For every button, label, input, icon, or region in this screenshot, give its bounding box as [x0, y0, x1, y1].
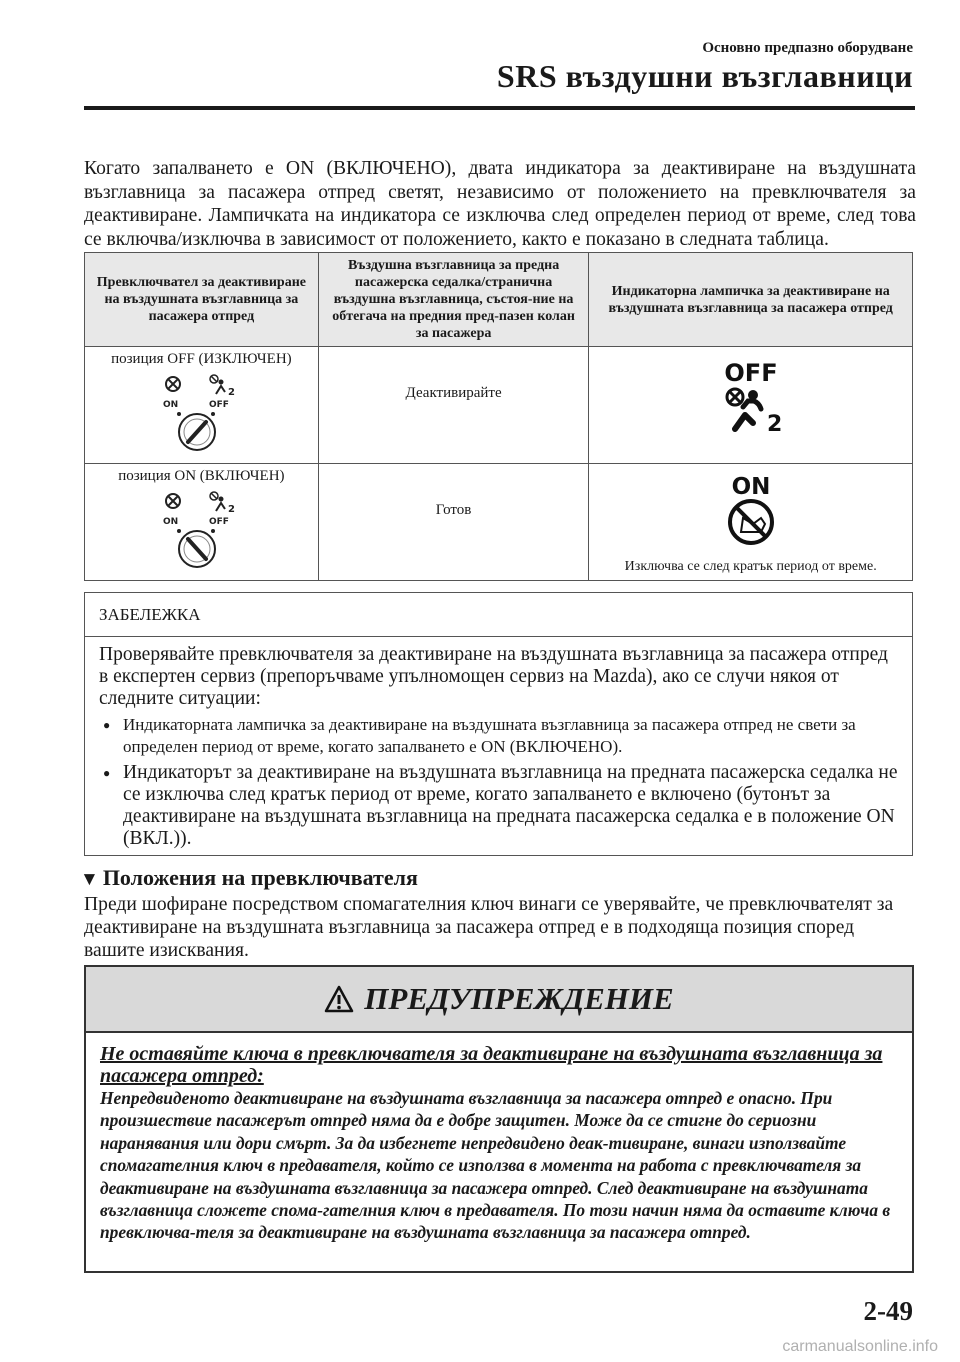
intro-paragraph: Когато запалването е ON (ВКЛЮЧЕНО), двата индикатора за деактивиране на въздушната възглавница за пасажера отпред светят, независимо от положението на превключвателя за деактивиране. Лампичката на индикатора се изключва след определен период от време, след това се включва/изключва в зависимост от положението, както е показано в следната таблица.: [84, 158, 916, 250]
switch-off-label: OFF: [209, 517, 230, 527]
watermark: carmanualsonline.info: [782, 1338, 938, 1355]
switch-on-label: ON: [163, 517, 179, 527]
section-paragraph: Преди шофиране посредством спомагателния ключ винаги се уверявайте, че превключвателят за деактивиране на въздушната възглавница за пасажера отпред е в подходяща позиция според вашите изисквания.: [84, 894, 894, 961]
position-label: позиция OFF (ИЗКЛЮЧЕН): [111, 351, 292, 367]
note-title: ЗАБЕЛЕЖКА: [85, 593, 912, 637]
warning-text: Непредвиденото деактивиране на въздушната възглавница за пасажера отпред е опасно. При произшествие пасажерът отпред няма да е добре защитен. Може да се стигне до сериозни наранявания или дори смърт. За да избегнете непредвидено деак-тивиране, винаги използвайте спомагателния ключ в предавателя, който се използва в момента на работа с превключвателя за деактивиране на въздушната възглавница за пасажера отпред. След деактивиране на въздушната възглавница сложете спома-гателния ключ в предавателя. По този начин няма да оставите ключа в превключва-теля за деактивиране на въздушната възглавница за пасажера отпред.: [100, 1088, 891, 1243]
section-label: Основно предпазно оборудване: [702, 40, 913, 56]
switch-cell-off: [85, 347, 319, 464]
note-box: [84, 592, 913, 856]
table-header-indicator: Индикаторна лампичка за деактивиране на въздушната възглавница за пасажера отпред: [589, 253, 913, 347]
warning-body: [86, 1033, 912, 1244]
page-number: 2-49: [863, 1296, 913, 1326]
switch-number: 2: [228, 504, 236, 515]
status-cell-off: [318, 347, 589, 464]
airbag-status-text: Деактивирайте: [405, 385, 502, 401]
airbag-status-text: Готов: [435, 502, 472, 518]
switch-off-label: OFF: [209, 400, 230, 410]
switch-status-table: [84, 252, 913, 581]
warning-triangle-icon: [324, 985, 354, 1013]
switch-off-position-icon: [161, 372, 241, 454]
section-heading: [80, 865, 418, 891]
position-label: позиция ON (ВКЛЮЧЕН): [118, 468, 285, 484]
status-cell-on: [318, 464, 589, 581]
indicator-on-label: ON: [731, 474, 771, 500]
note-list: [99, 714, 898, 850]
table-row: [85, 347, 913, 464]
switch-cell-on: [85, 464, 319, 581]
list-item: ● Индикаторът за деактивиране на въздушната възглавница на предната пасажерска седалка не се изключва след кратък период от време, когато запалването е включено (бутонът за деактивиране на въздушната възглавница на предната пасажерска седалка е в положение ON (ВКЛ.)).: [99, 762, 898, 850]
table-header-switch: Превключвател за деактивиране на въздушната възглавница за пасажера отпред: [85, 253, 319, 347]
section-heading-text: Положения на превключвателя: [102, 865, 418, 890]
table-header-row: [85, 253, 913, 347]
warning-header: [86, 967, 912, 1033]
switch-on-label: ON: [163, 400, 179, 410]
note-text: Проверявайте превключвателя за деактивиране на въздушната възглавница за пасажера отпред в експертен сервиз (препоръчваме упълномощен сервиз на Mazda), ако се случи някоя от следните ситуации:: [99, 644, 888, 709]
indicator-note: Изключва се след кратък период от време.: [624, 559, 877, 574]
warning-lead: Не оставяйте ключа в превключвателя за деактивиране на въздушната възглавница за пасажера отпред:: [100, 1043, 883, 1087]
switch-number: 2: [228, 387, 236, 398]
note-body: [85, 637, 912, 850]
warning-box: [84, 965, 914, 1273]
page-title: SRS въздушни възглавници: [496, 58, 913, 94]
switch-on-position-icon: [161, 489, 241, 571]
airbag-off-indicator-icon: [701, 357, 801, 437]
indicator-off-label: OFF: [724, 359, 778, 387]
table-header-airbag-status: Въздушна възглавница за предна пасажерска седалка/странична въздушна възглавница, състоя-ние на обтегача на предния пред-пазен колан за пасажера: [318, 253, 589, 347]
indicator-cell-on: [589, 464, 913, 581]
table-row: [85, 464, 913, 581]
title-divider: [84, 106, 915, 110]
indicator-cell-off: [589, 347, 913, 464]
indicator-number: 2: [766, 412, 783, 437]
warning-title: ПРЕДУПРЕЖДЕНИЕ: [364, 981, 674, 1016]
airbag-on-indicator-icon: [701, 472, 801, 546]
triangle-marker-icon: ▼: [80, 869, 99, 890]
list-item: ● Индикаторната лампичка за деактивиране на въздушната възглавница за пасажера отпред не свети за определен период от време, когато запалването е ON (ВКЛЮЧЕНО).: [99, 714, 898, 758]
